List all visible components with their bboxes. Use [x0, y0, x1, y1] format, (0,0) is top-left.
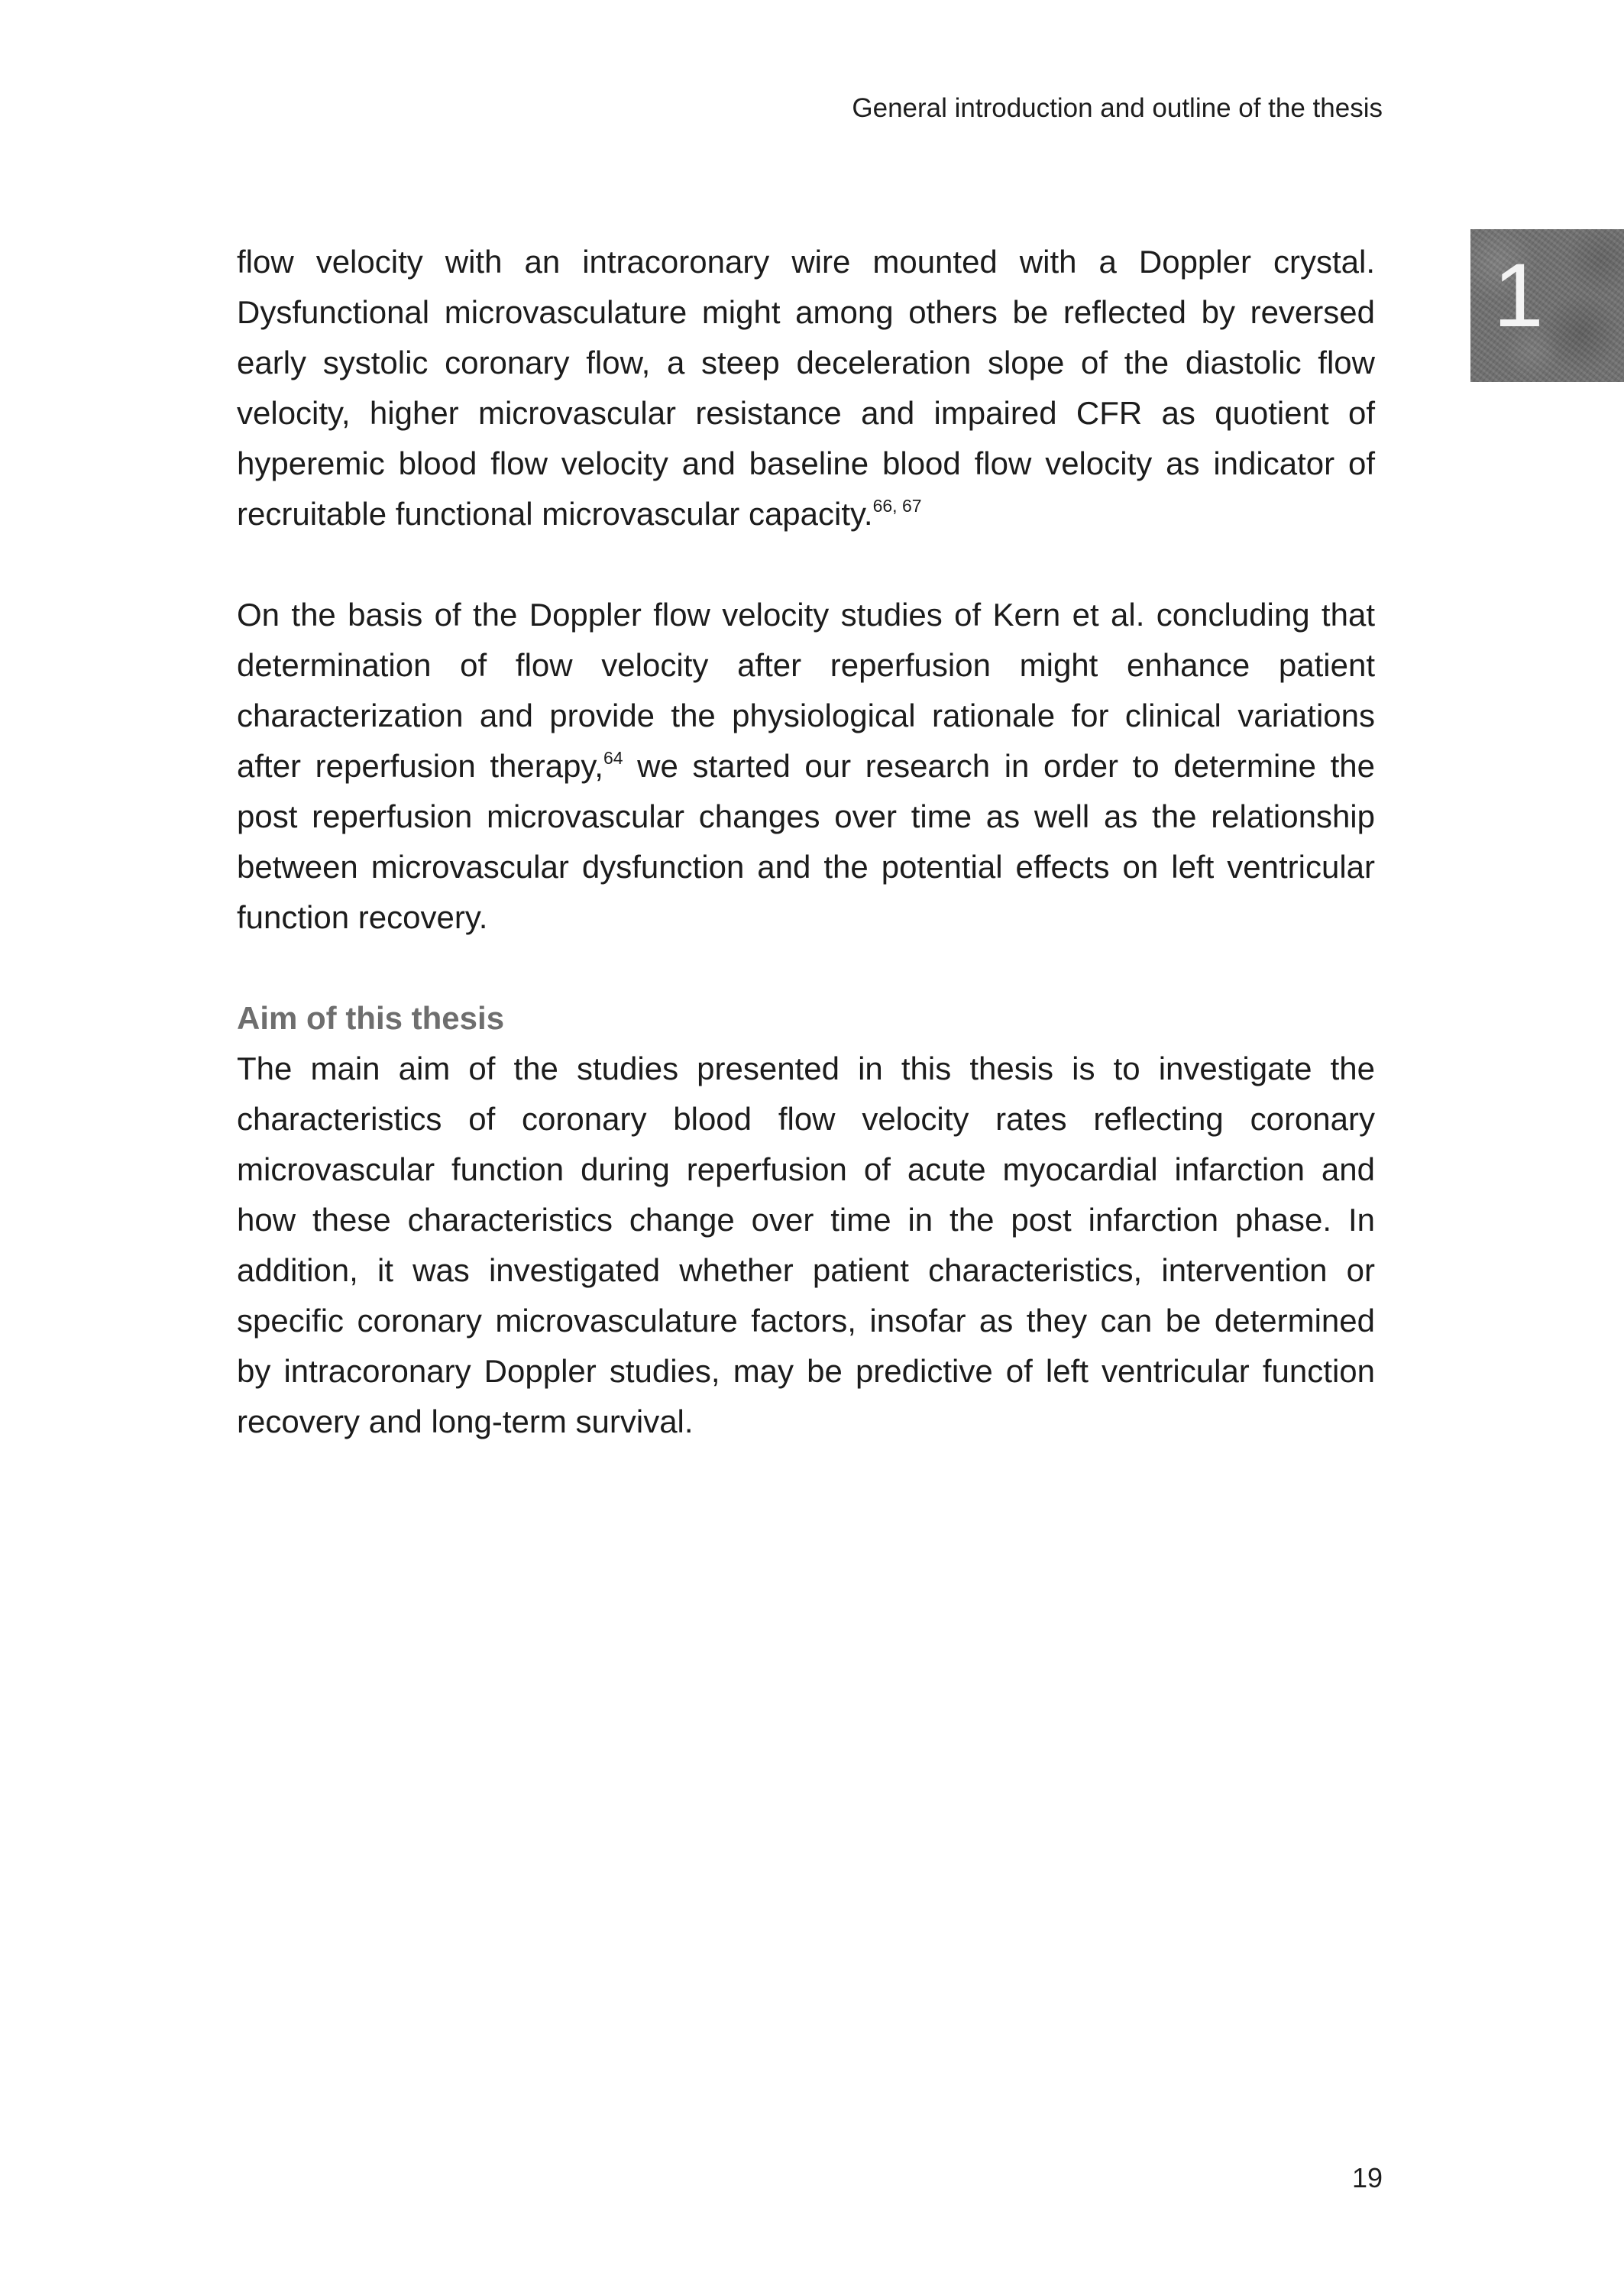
citation-refs: 66, 67 — [872, 496, 922, 516]
paragraph-research-basis — [237, 590, 1375, 943]
running-header: General introduction and outline of the thesis — [852, 93, 1383, 123]
citation-refs: 64 — [603, 748, 623, 768]
chapter-number: 1 — [1493, 245, 1544, 346]
paragraph-doppler-flow — [237, 237, 1375, 539]
paragraph-gap — [237, 943, 1375, 993]
paragraph-aim: The main aim of the studies presented in this thesis is to investigate the characteristics of coronary blood flow velocity rates reflecting coronary microvascular function during reperfusion of acute myocardial infarction and how these characteristics change over time in the post infarction phase. In addition, it was investigated whether patient characteristics, intervention or specific coronary microvasculature factors, insofar as they can be determined by intracoronary Doppler studies, may be predictive of left ventricular function recovery and long-term survival. — [237, 1050, 1375, 1439]
section-heading-aim: Aim of this thesis — [237, 1000, 505, 1036]
chapter-tab — [1470, 229, 1624, 382]
paragraph-text: flow velocity with an intracoronary wire mounted with a Doppler crystal. Dysfunctional microvasculature might among others be reflected by reversed early systolic coronary flow, a steep deceleration slope of the diastolic flow velocity, higher microvascular resistance and impaired CFR as quotient of hyperemic blood flow velocity and baseline blood flow velocity as indicator of recruitable functional microvascular capacity. — [237, 244, 1375, 532]
page-number: 19 — [1351, 2162, 1383, 2193]
body-text — [237, 237, 1375, 1447]
paragraph-text: On the basis of the Doppler flow velocity studies of Kern et al. concluding that determination of flow velocity after reperfusion might enhance patient characterization and provide the physiological rationale for clinical variations after reperfusion therapy, — [237, 597, 1375, 784]
paragraph-text: we started our research in order to determine the post reperfusion microvascular changes over time as well as the relationship between microvascular dysfunction and the potential effects on left ventricular function recovery. — [237, 748, 1375, 935]
paragraph-gap — [237, 539, 1375, 590]
